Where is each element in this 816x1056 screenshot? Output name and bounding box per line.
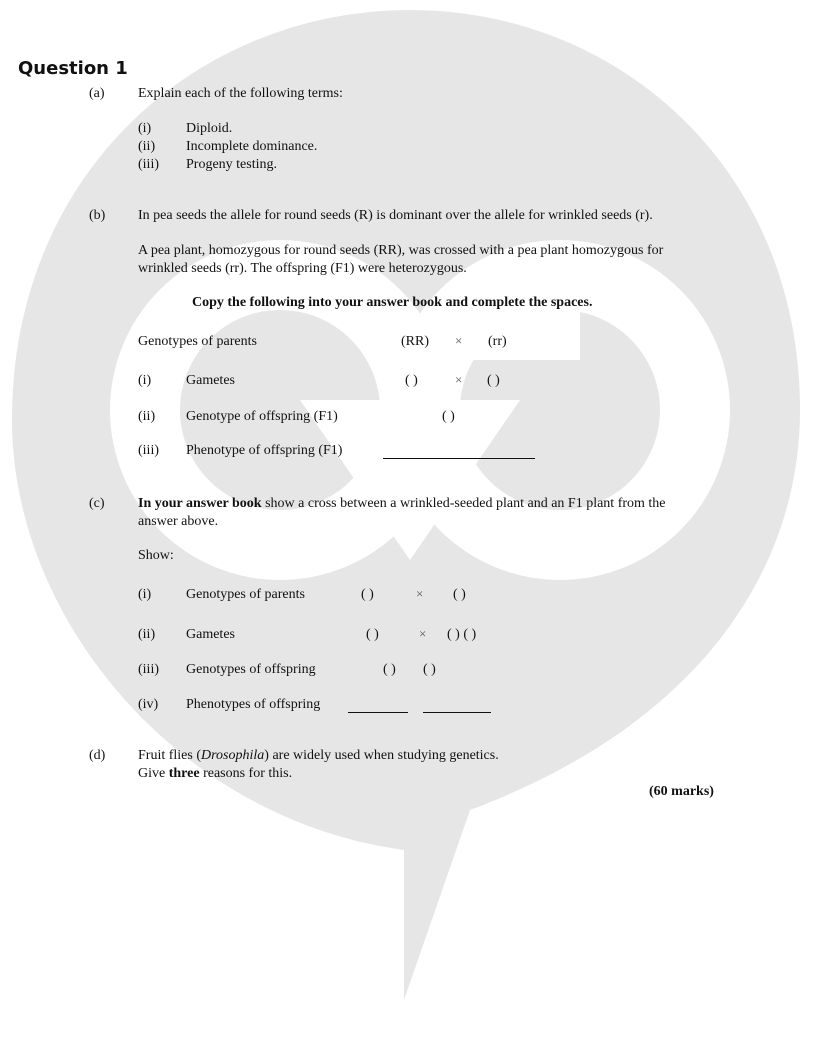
- part-c-label: (c): [89, 496, 105, 511]
- part-c-parents-label: Genotypes of parents: [186, 587, 305, 602]
- part-b-instruction: Copy the following into your answer book and complete the spaces.: [192, 295, 593, 310]
- part-c-offspring-phenotypes-label: Phenotypes of offspring: [186, 697, 321, 712]
- part-a-item-text: Progeny testing.: [186, 157, 277, 172]
- part-d-label: (d): [89, 748, 106, 763]
- cross-symbol: ×: [416, 586, 424, 601]
- part-a-item-text: Diploid.: [186, 121, 233, 136]
- part-a-label: (a): [89, 86, 105, 101]
- part-b-paragraph-line1: A pea plant, homozygous for round seeds (RR), was crossed with a pea plant homozygous for: [138, 243, 664, 258]
- part-a-item-text: Incomplete dominance.: [186, 139, 318, 154]
- part-c-gametes-label: Gametes: [186, 627, 235, 642]
- marks-total: (60 marks): [649, 784, 714, 799]
- offspring-phenotype-label: Phenotype of offspring (F1): [186, 443, 343, 458]
- cross-symbol: ×: [455, 333, 463, 348]
- part-c-line2: answer above.: [138, 514, 219, 529]
- part-b-row-num: (ii): [138, 409, 156, 424]
- cross-symbol: ×: [419, 626, 427, 641]
- part-a-item-num: (ii): [138, 139, 156, 154]
- part-a-prompt: Explain each of the following terms:: [138, 86, 343, 101]
- parent-blank: ( ): [361, 587, 374, 602]
- part-c-offspring-genotypes-label: Genotypes of offspring: [186, 662, 316, 677]
- offspring-genotype-blank: ( ): [442, 409, 455, 424]
- part-d-line1-pre: Fruit flies (: [138, 748, 201, 763]
- part-c-row-num: (iv): [138, 697, 159, 712]
- cross-symbol: ×: [455, 372, 463, 387]
- offspring-blank: ( ): [383, 662, 396, 677]
- parent1-genotype: (RR): [401, 334, 429, 349]
- offspring-blank: ( ): [423, 662, 436, 677]
- part-b-label: (b): [89, 208, 106, 223]
- part-c-emphasis: In your answer book: [138, 496, 262, 511]
- answer-blank-line: [423, 712, 491, 713]
- part-d-line2: [138, 766, 292, 782]
- part-a-item-num: (iii): [138, 157, 159, 172]
- answer-blank-line: [348, 712, 408, 713]
- parent2-genotype: (rr): [488, 334, 507, 349]
- part-c-row-num: (i): [138, 587, 152, 602]
- question-title: Question 1: [18, 58, 128, 79]
- gamete-blank: ( ): [366, 627, 379, 642]
- species-name: Drosophila: [201, 748, 265, 763]
- gamete-blank: ( ) ( ): [447, 627, 477, 642]
- show-label: Show:: [138, 548, 174, 563]
- part-d-line1-post: ) are widely used when studying genetics.: [264, 748, 499, 763]
- part-a-item-num: (i): [138, 121, 152, 136]
- part-c-line1-rest: show a cross between a wrinkled-seeded plant and an F1 plant from the: [261, 496, 666, 511]
- part-c-line1: [138, 496, 666, 512]
- part-b-paragraph-line2: wrinkled seeds (rr). The offspring (F1) were heterozygous.: [138, 261, 467, 276]
- part-d-line2-pre: Give: [138, 766, 169, 781]
- gamete-blank: ( ): [487, 373, 500, 388]
- part-b-intro: In pea seeds the allele for round seeds (R) is dominant over the allele for wrinkled seeds (r).: [138, 208, 653, 223]
- part-b-row-num: (iii): [138, 443, 159, 458]
- answer-blank-line: [383, 458, 535, 459]
- gametes-label: Gametes: [186, 373, 235, 388]
- gamete-blank: ( ): [405, 373, 418, 388]
- part-d-line1: [138, 748, 499, 764]
- parents-genotype-label: Genotypes of parents: [138, 334, 257, 349]
- part-c-row-num: (iii): [138, 662, 159, 677]
- part-b-row-num: (i): [138, 373, 152, 388]
- offspring-genotype-label: Genotype of offspring (F1): [186, 409, 338, 424]
- part-d-line2-post: reasons for this.: [199, 766, 293, 781]
- part-c-row-num: (ii): [138, 627, 156, 642]
- parent-blank: ( ): [453, 587, 466, 602]
- part-d-emphasis: three: [168, 766, 200, 781]
